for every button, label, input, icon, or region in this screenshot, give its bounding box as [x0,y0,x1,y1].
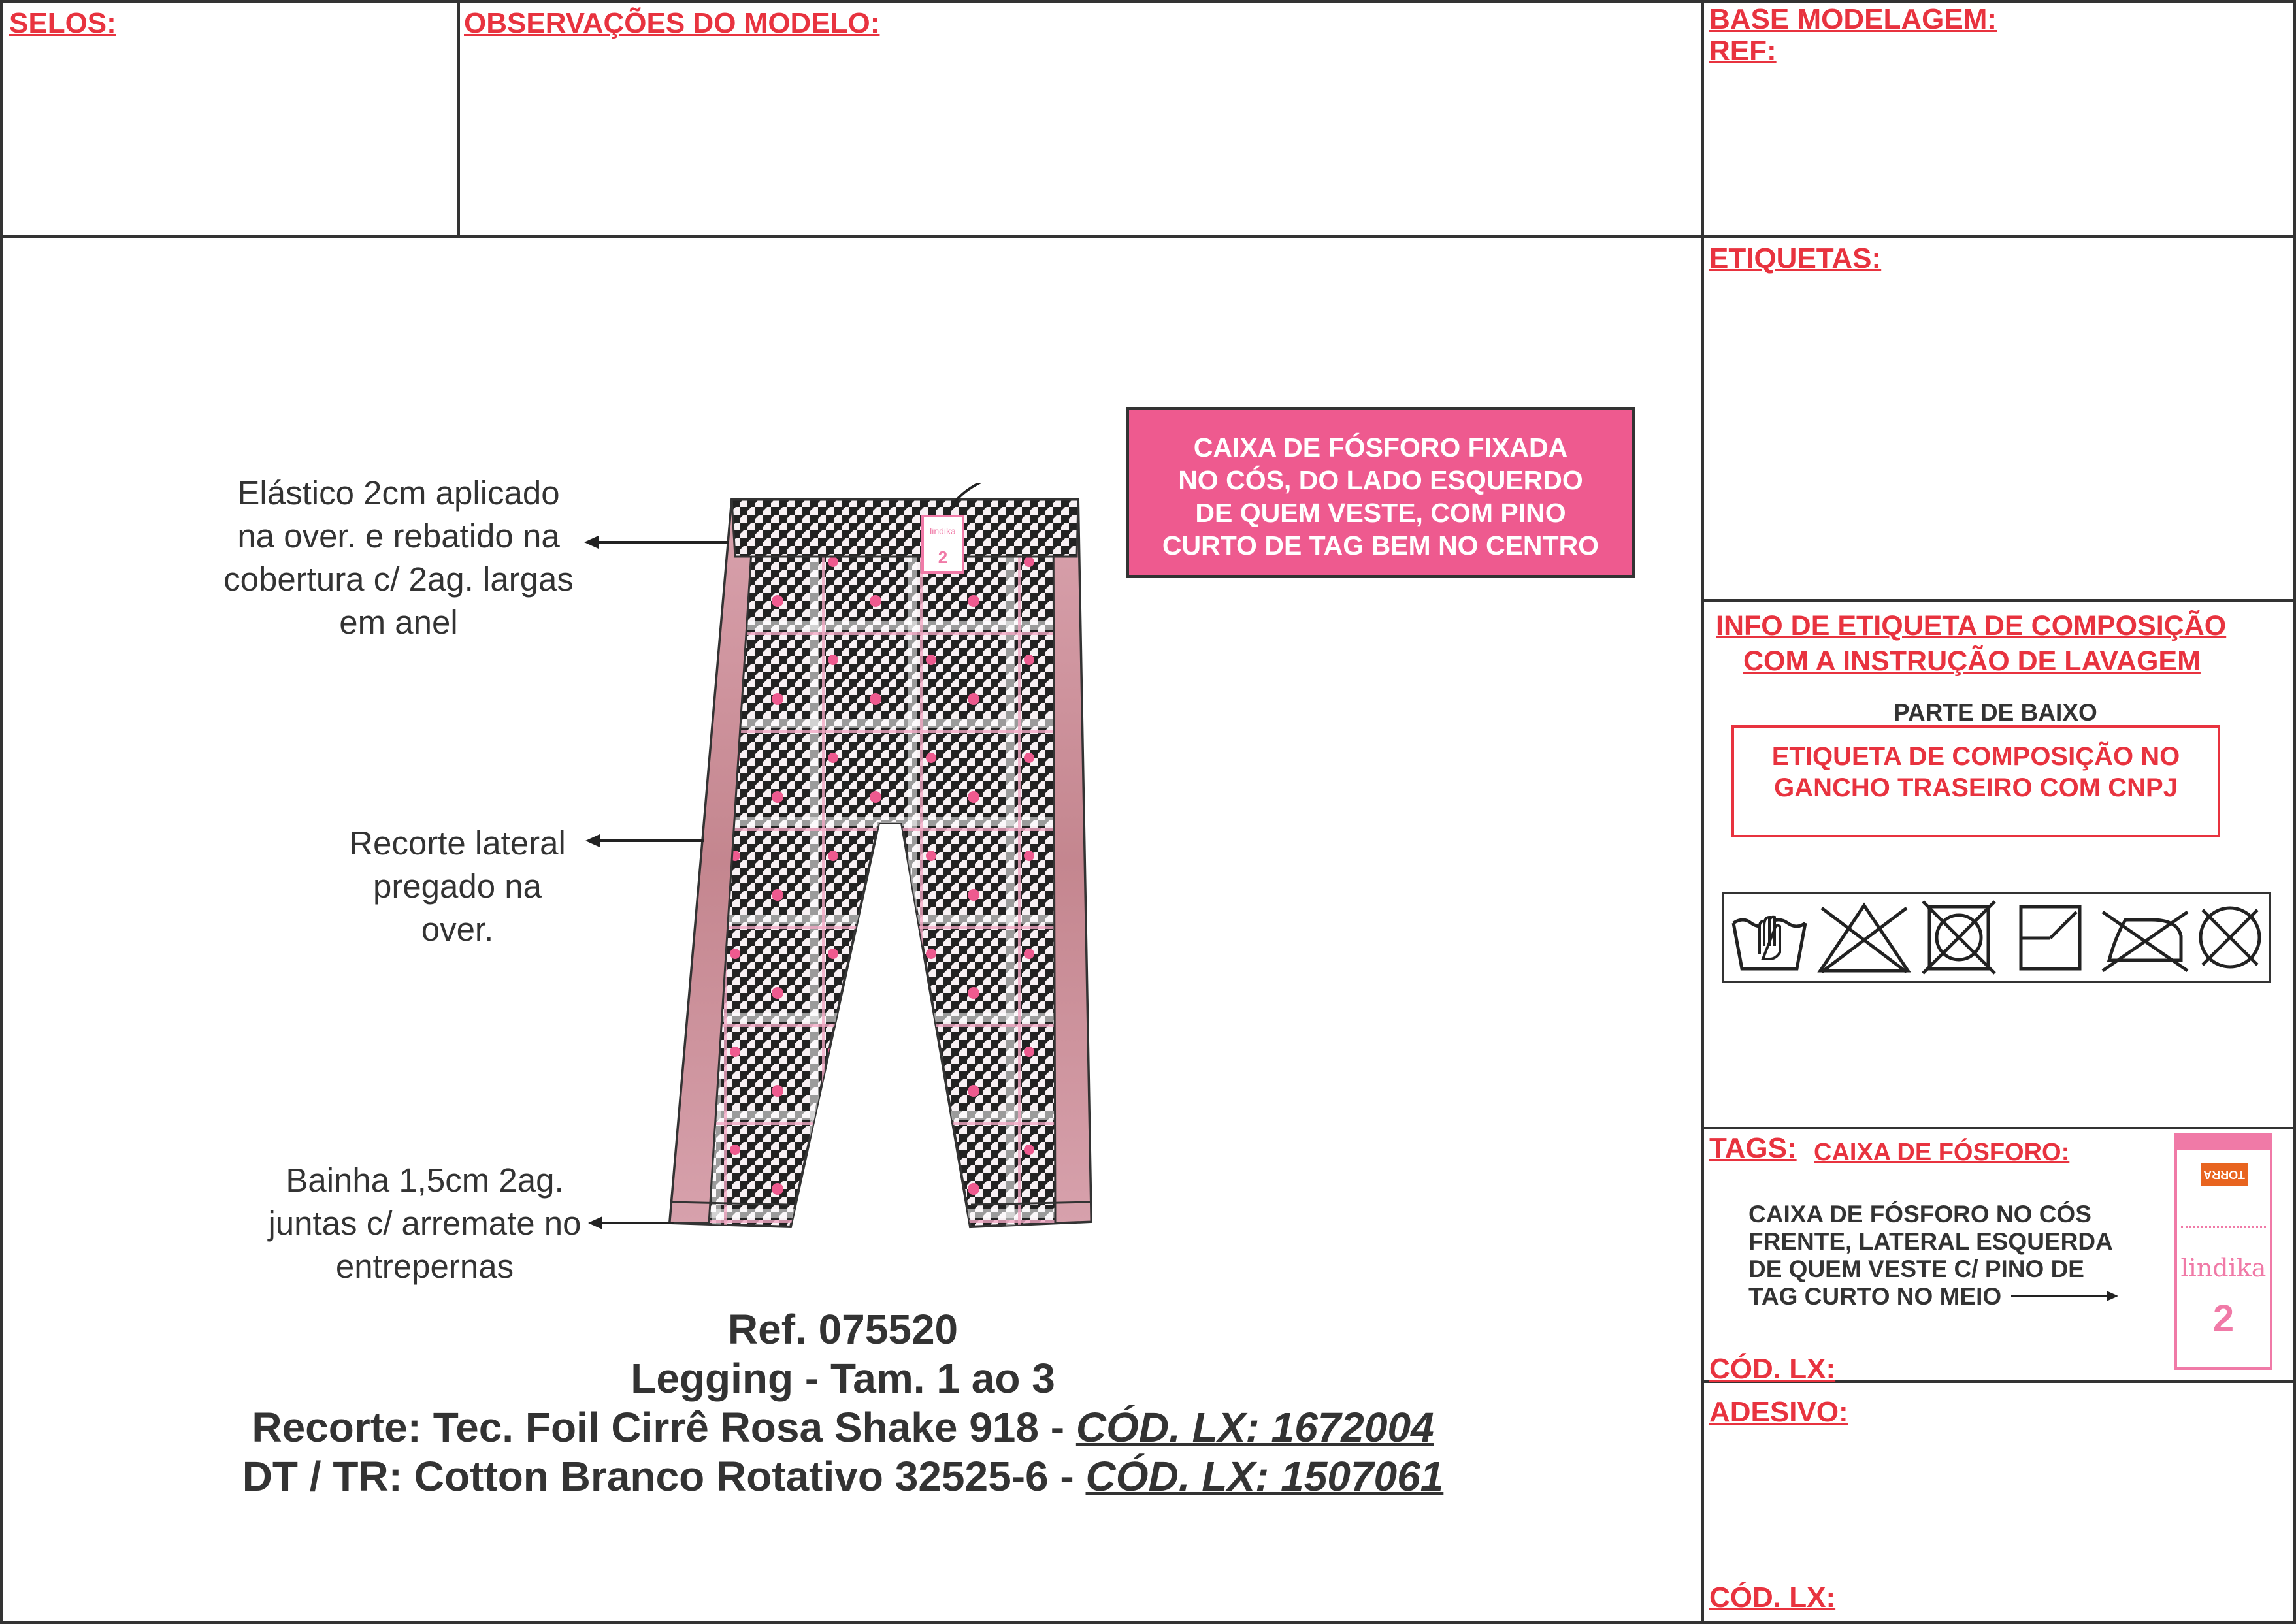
callout-line-4: CURTO DE TAG BEM NO CENTRO [1162,530,1599,560]
tag-card [2174,1133,2272,1370]
waist-tag-size: 2 [938,547,948,567]
info-composicao-title-2: COM A INSTRUÇÃO DE LAVAGEM [1743,645,2201,677]
tags-text-2: FRENTE, LATERAL ESQUERDA [1748,1228,2113,1255]
hand-wash-icon [1730,900,1809,975]
elastico-note-line-2: na over. e rebatido na [237,517,560,555]
bainha-note-line-2: juntas c/ arremate no [268,1205,582,1242]
composicao-box-line-2: GANCHO TRASEIRO COM CNPJ [1774,773,2178,802]
do-not-iron-icon [2099,900,2191,975]
recorte-note-line-3: over. [421,911,494,948]
tag-card-top-strip [2177,1136,2270,1150]
elastico-note-line-3: cobertura c/ 2ag. largas [223,560,574,598]
ref-label: REF: [1709,35,1777,67]
tag-card-brand: lindika [2180,1254,2267,1282]
elastico-note-line-1: Elástico 2cm aplicado [237,474,560,512]
cod-lx-label-2: CÓD. LX: [1709,1582,1836,1614]
header-divider [0,235,2296,238]
elastico-arrow [582,532,732,552]
callout-line-1: CAIXA DE FÓSFORO FIXADA [1193,432,1568,463]
recorte-note [287,822,627,951]
tag-card-size: 2 [2212,1297,2235,1340]
recorte-arrow [583,831,707,851]
caixa-fosforo-label: CAIXA DE FÓSFORO: [1814,1139,2070,1166]
right-side-trim [1053,500,1091,1223]
bainha-note-line-3: entrepernas [335,1248,514,1285]
caption-recorte-text: Recorte: Tec. Foil Cirrê Rosa Shake 918 - [252,1404,1076,1451]
selos-divider [457,0,460,236]
caption-recorte [196,1403,1490,1452]
caption-dt [196,1452,1490,1501]
elastico-note-line-4: em anel [339,604,458,641]
parte-de-baixo-label: PARTE DE BAIXO [1894,699,2097,726]
observacoes-label: OBSERVAÇÕES DO MODELO: [464,7,880,39]
tag-card-torra-text: TORRA [2203,1168,2245,1181]
etiquetas-divider [1701,599,2296,602]
bainha-note [216,1159,634,1288]
composicao-box [1731,725,2220,837]
bainha-note-line-1: Bainha 1,5cm 2ag. [286,1161,564,1199]
tags-text-4: TAG CURTO NO MEIO [1748,1283,2002,1310]
waist-tag-brand: lindika [930,526,956,536]
do-not-bleach-icon [1815,900,1913,975]
do-not-dry-clean-icon [2191,900,2269,975]
cod-lx-label-1: CÓD. LX: [1709,1353,1836,1385]
callout-line-3: DE QUEM VESTE, COM PINO [1195,498,1566,528]
legging-drawing [653,483,1124,1254]
tags-text-1: CAIXA DE FÓSFORO NO CÓS [1748,1201,2091,1227]
selos-label: SELOS: [9,7,116,39]
bainha-arrow [585,1213,677,1233]
tag-card-torra-logo [2201,1163,2248,1186]
callout-line-2: NO CÓS, DO LADO ESQUERDO [1178,465,1583,495]
recorte-note-line-2: pregado na [372,868,542,905]
info-composicao-title-1: INFO DE ETIQUETA DE COMPOSIÇÃO [1716,610,2227,641]
composicao-divider [1701,1127,2296,1129]
caption-dt-cod: CÓD. LX: 1507061 [1085,1453,1444,1500]
line-dry-icon [2011,900,2090,975]
elastico-note [189,472,608,644]
waistband [732,500,1078,557]
caption-product: Legging - Tam. 1 ao 3 [631,1355,1055,1402]
caption-ref: Ref. 075520 [727,1306,959,1353]
care-symbols-row [1722,892,2271,983]
recorte-note-line-1: Recorte lateral [349,824,566,862]
caption-dt-text: DT / TR: Cotton Branco Rotativo 32525-6 - [242,1453,1086,1500]
caixa-fosforo-callout [1126,407,1635,578]
tags-text-3: DE QUEM VESTE C/ PINO DE [1748,1256,2084,1282]
composicao-box-line-1: ETIQUETA DE COMPOSIÇÃO NO [1771,742,2180,771]
tag-card-perforation [2181,1226,2266,1228]
do-not-tumble-dry-icon [1920,900,1998,975]
tags-label: TAGS: [1709,1132,1797,1164]
tags-arrow [2010,1288,2121,1304]
caption-recorte-cod: CÓD. LX: 1672004 [1075,1404,1434,1451]
adesivo-label: ADESIVO: [1709,1396,1848,1428]
base-modelagem-label: BASE MODELAGEM: [1709,3,1997,35]
etiquetas-label: ETIQUETAS: [1709,242,1882,274]
